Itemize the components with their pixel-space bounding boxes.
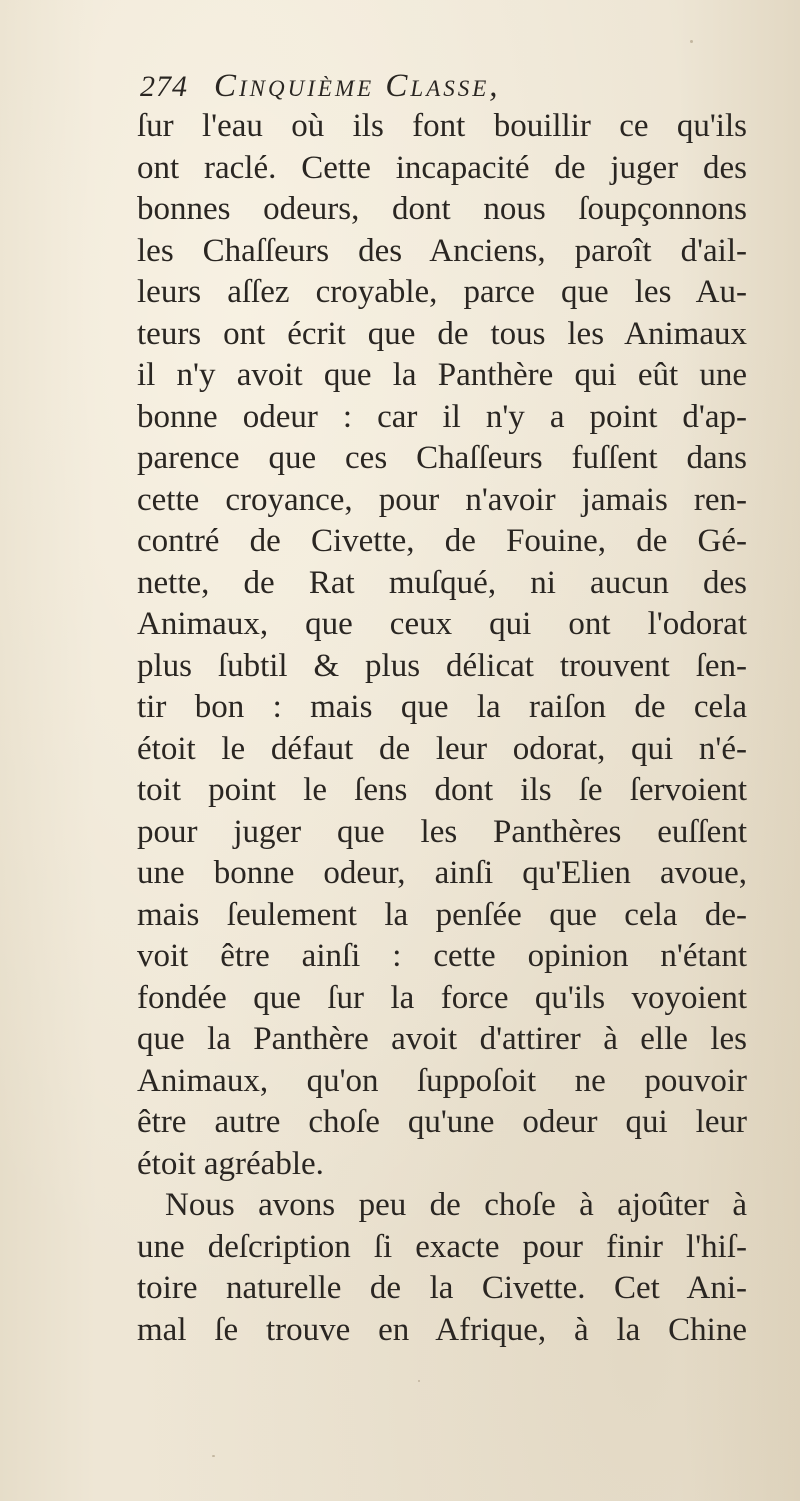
text-line: mal ſe trouve en Afrique, à la Chine — [137, 1311, 747, 1348]
text-line: tir bon : mais que la raiſon de cela — [137, 689, 747, 725]
page-number: 274 — [140, 70, 188, 103]
text-line: pour juger que les Panthères euſſent — [137, 813, 747, 850]
text-line: être autre choſe qu'une odeur qui leur — [137, 1104, 747, 1140]
text-line: ont raclé. Cette incapacité de juger des — [137, 149, 747, 186]
text-line: il n'y avoit que la Panthère qui eût une — [137, 357, 747, 393]
text-line: mais ſeulement la penſée que cela de- — [137, 896, 747, 933]
text-line: leurs aſſez croyable, parce que les Au- — [137, 274, 747, 310]
text-line: plus ſubtil & plus délicat trouvent ſen- — [137, 647, 747, 684]
paper-fleck — [212, 1455, 215, 1457]
text-line: toire naturelle de la Civette. Cet Ani- — [137, 1270, 747, 1306]
text-line: que la Panthère avoit d'attirer à elle les — [137, 1021, 747, 1057]
text-line: toit point le ſens dont ils ſe ſervoient — [137, 772, 747, 808]
text-line: teurs ont écrit que de tous les Animaux — [137, 315, 747, 352]
text-line: cette croyance, pour n'avoir jamais ren- — [137, 481, 747, 518]
text-line: bonne odeur : car il n'y a point d'ap- — [137, 398, 747, 435]
text-line: parence que ces Chaſſeurs fuſſent dans — [137, 440, 747, 476]
text-line: fondée que ſur la force qu'ils voyoient — [137, 979, 747, 1016]
text-line: voit être ainſi : cette opinion n'étant — [137, 938, 747, 974]
paragraph-last-line: étoit agréable. — [137, 1145, 324, 1182]
paper-fleck — [418, 1380, 420, 1382]
text-line: une bonne odeur, ainſi qu'Elien avoue, — [137, 855, 747, 891]
text-line: Animaux, qu'on ſuppoſoit ne pouvoir — [137, 1062, 747, 1099]
text-line: Animaux, que ceux qui ont l'odorat — [137, 606, 747, 642]
text-line: les Chaſſeurs des Anciens, paroît d'ail- — [137, 232, 747, 269]
text-line: contré de Civette, de Fouine, de Gé- — [137, 523, 747, 559]
text-line: nette, de Rat muſqué, ni aucun des — [137, 564, 747, 601]
paragraph-first-line: Nous avons peu de choſe à ajoûter à — [165, 1187, 747, 1223]
text-line: une deſcription ſi exacte pour finir l'hiſ- — [137, 1228, 747, 1265]
body-text — [137, 106, 747, 1351]
paper-fleck — [690, 40, 693, 43]
text-line: étoit le défaut de leur odorat, qui n'é- — [137, 730, 747, 767]
text-line: bonnes odeurs, dont nous ſoupçonnons — [137, 191, 747, 227]
text-line: ſur l'eau où ils font bouillir ce qu'ils — [137, 108, 747, 144]
running-head-title: Cinquième Classe, — [214, 68, 501, 104]
